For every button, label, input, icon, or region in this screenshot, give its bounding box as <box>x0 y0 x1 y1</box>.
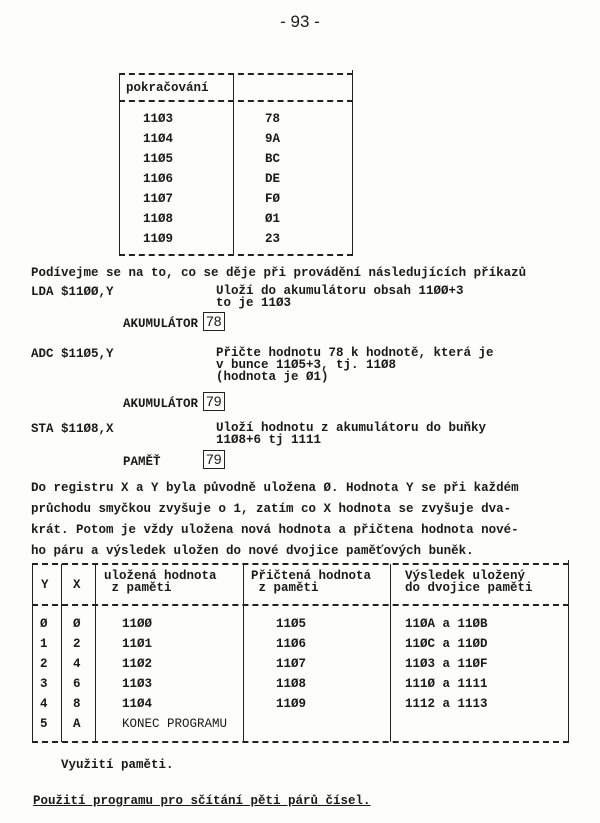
instruction-description-line: to je 11Ø3 <box>216 296 292 310</box>
table-border-bottom <box>32 741 569 743</box>
register-label: PAMĚŤ <box>123 455 161 469</box>
paragraph-line: krát. Potom je vždy uložena nová hodnota a přičtena hodnota nové- <box>31 523 519 537</box>
table-border-right <box>352 70 353 256</box>
value-cell: FØ <box>265 192 281 206</box>
table-header-rule <box>32 604 569 606</box>
column-header-y: Y <box>41 578 49 592</box>
register-label: AKUMULÁTOR <box>123 317 199 331</box>
result-cell: 11Ø3 a 11ØF <box>405 657 488 671</box>
instruction-description-line: Uloží hodnotu z akumulátoru do buňky <box>216 421 487 435</box>
x-cell: 6 <box>73 677 81 691</box>
instruction-code: STA $11Ø8,X <box>31 422 114 436</box>
table-border-bottom <box>119 254 353 256</box>
stored-cell: 11ØØ <box>122 617 153 631</box>
stored-cell: KONEC PROGRAMU <box>122 717 228 731</box>
table-header-rule <box>119 100 353 102</box>
result-cell: 111Ø a 1111 <box>405 677 488 691</box>
table-column-divider <box>61 564 62 742</box>
column-header-x: X <box>73 578 81 592</box>
stored-cell: 11Ø2 <box>122 657 153 671</box>
paragraph-line: Do registru X a Y byla původně uložena Ø. Hodnota Y se při každém <box>31 481 519 495</box>
table-border-right <box>568 560 569 742</box>
intro-sentence: Podívejme se na to, co se děje při provádění následujících příkazů <box>31 266 527 280</box>
page-number: - 93 - <box>280 12 320 31</box>
instruction-description-line: Přičte hodnotu 78 k hodnotě, která je <box>216 346 494 360</box>
y-cell: 3 <box>40 677 48 691</box>
value-cell: BC <box>265 152 281 166</box>
address-cell: 11Ø7 <box>143 192 174 206</box>
instruction-description-line: 11Ø8+6 tj 1111 <box>216 433 322 447</box>
stored-cell: 11Ø1 <box>122 637 153 651</box>
address-cell: 11Ø9 <box>143 232 174 246</box>
register-value-box: 79 <box>203 392 225 411</box>
result-cell: 11ØC a 11ØD <box>405 637 488 651</box>
column-header-added: z paměti <box>251 581 319 595</box>
table-border-left <box>119 74 120 256</box>
register-value-box: 79 <box>203 450 225 469</box>
added-cell: 11Ø9 <box>276 697 307 711</box>
instruction-code: LDA $11ØØ,Y <box>31 285 114 299</box>
added-cell: 11Ø5 <box>276 617 307 631</box>
table-column-divider <box>390 564 391 742</box>
column-header-stored: uložená hodnota <box>104 569 217 583</box>
table-caption: Využití paměti. <box>61 758 174 772</box>
value-cell: DE <box>265 172 281 186</box>
instruction-code: ADC $11Ø5,Y <box>31 347 114 361</box>
x-cell: 4 <box>73 657 81 671</box>
register-label: AKUMULÁTOR <box>123 397 199 411</box>
paragraph-line: ho páru a výsledek uložen do nové dvojice paměťových buněk. <box>31 544 474 558</box>
stored-cell: 11Ø3 <box>122 677 153 691</box>
value-cell: 23 <box>265 232 281 246</box>
column-header-stored: z paměti <box>104 581 172 595</box>
y-cell: 1 <box>40 637 48 651</box>
value-cell: 9A <box>265 132 281 146</box>
address-cell: 11Ø4 <box>143 132 174 146</box>
y-cell: 2 <box>40 657 48 671</box>
table-column-divider <box>243 564 244 742</box>
column-header-added: Přičtená hodnota <box>251 569 372 583</box>
address-cell: 11Ø3 <box>143 112 174 126</box>
instruction-description-line: Uloží do akumulátoru obsah 11ØØ+3 <box>216 284 464 298</box>
y-cell: 5 <box>40 717 48 731</box>
column-header-result: Výsledek uložený <box>405 569 526 583</box>
added-cell: 11Ø8 <box>276 677 307 691</box>
paragraph-line: průchodu smyčkou zvyšuje o 1, zatím co X hodnota se zvyšuje dva- <box>31 502 512 516</box>
y-cell: Ø <box>40 617 48 631</box>
stored-cell: 11Ø4 <box>122 697 153 711</box>
result-cell: 1112 a 1113 <box>405 697 488 711</box>
instruction-description-line: (hodnota je Ø1) <box>216 370 329 384</box>
table-header-cell: pokračování <box>126 81 209 95</box>
added-cell: 11Ø6 <box>276 637 307 651</box>
address-cell: 11Ø8 <box>143 212 174 226</box>
address-cell: 11Ø6 <box>143 172 174 186</box>
result-cell: 11ØA a 11ØB <box>405 617 488 631</box>
table-border-top <box>119 73 353 75</box>
x-cell: 8 <box>73 697 81 711</box>
register-value-box: 78 <box>203 312 225 331</box>
table-border-left <box>32 564 33 742</box>
table-column-divider <box>95 564 96 742</box>
address-cell: 11Ø5 <box>143 152 174 166</box>
x-cell: Ø <box>73 617 81 631</box>
value-cell: 78 <box>265 112 281 126</box>
x-cell: 2 <box>73 637 81 651</box>
x-cell: A <box>73 717 81 731</box>
added-cell: 11Ø7 <box>276 657 307 671</box>
column-header-result: do dvojice paměti <box>405 581 533 595</box>
table-column-divider <box>233 74 234 256</box>
section-heading: Použití programu pro sčítání pěti párů čísel. <box>33 794 371 808</box>
value-cell: Ø1 <box>265 212 281 226</box>
table-border-top <box>32 563 569 565</box>
instruction-description-line: v bunce 11Ø5+3, tj. 11Ø8 <box>216 358 397 372</box>
y-cell: 4 <box>40 697 48 711</box>
